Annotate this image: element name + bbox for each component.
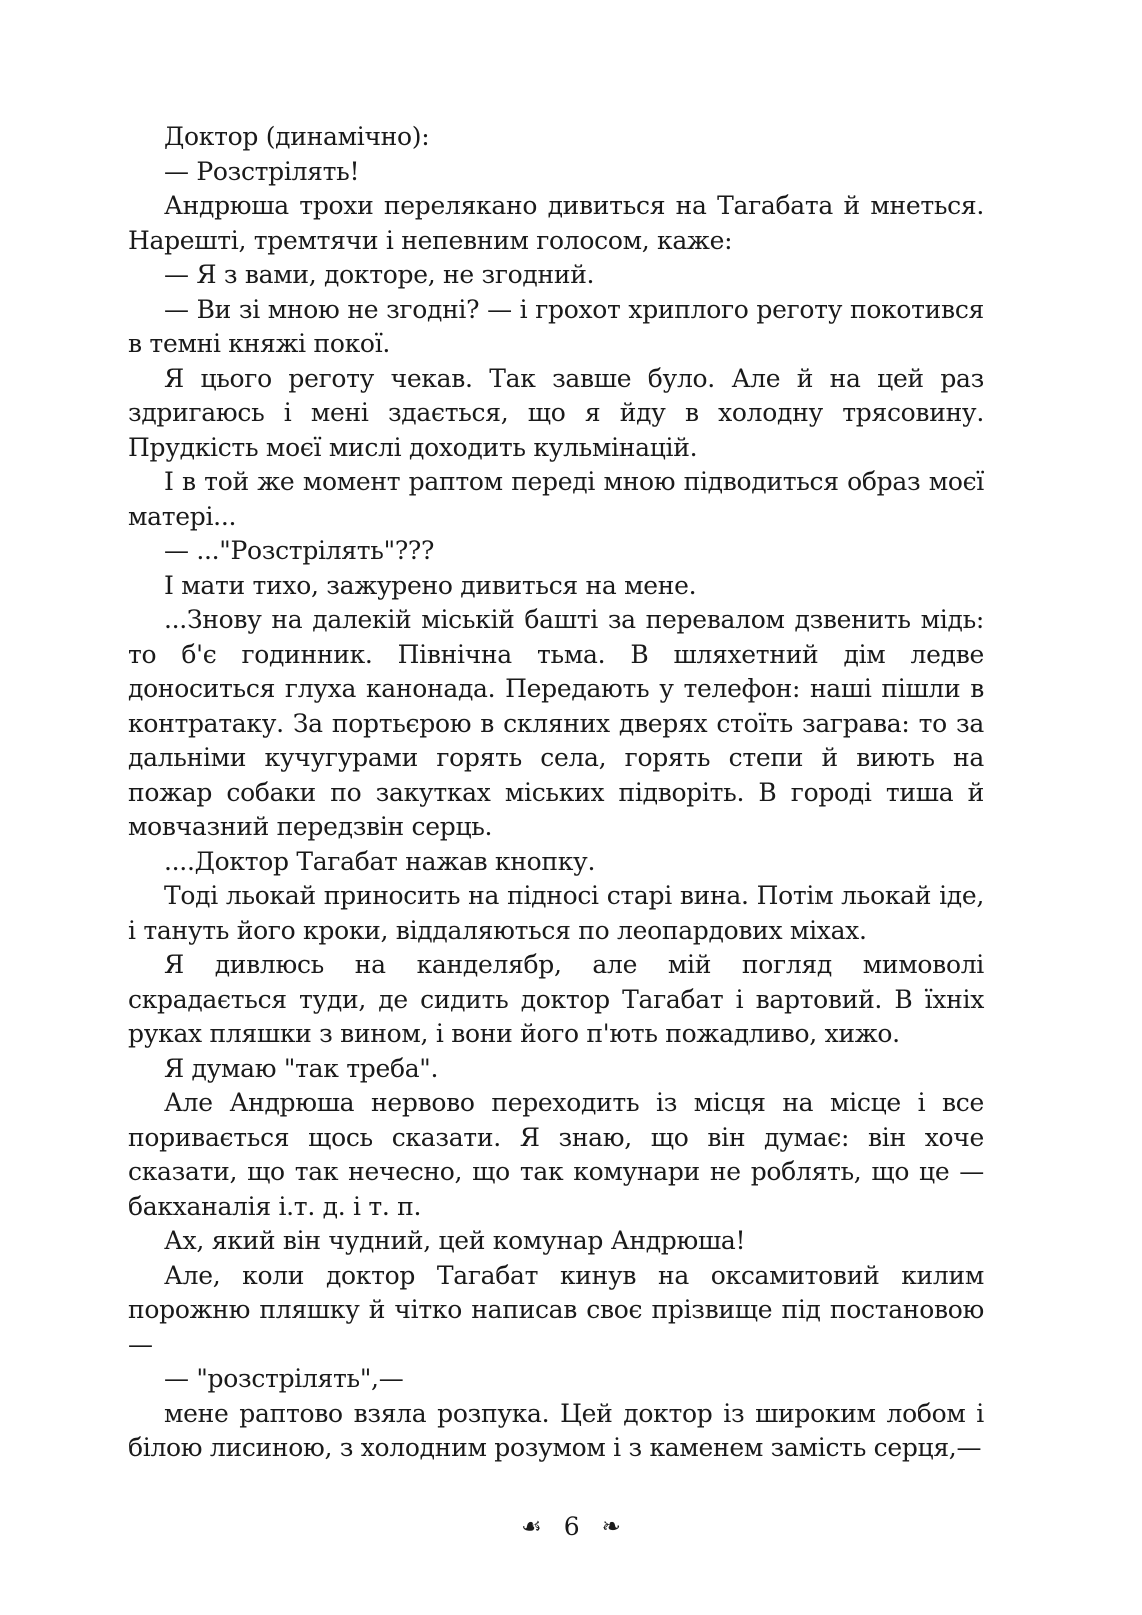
paragraph: — Я з вами, докторе, не згодний. <box>164 260 595 289</box>
page-footer <box>0 1512 1142 1542</box>
paragraph: Але, коли доктор Тагабат кинув на оксамитовий килим порожню пляшку й чітко написав своє прізвище під постановою — <box>128 1260 984 1359</box>
paragraph: — ..."Розстрілять"??? <box>164 536 435 565</box>
paragraph: — Розстрілять! <box>164 156 360 186</box>
paragraph: Доктор (динамічно): <box>164 122 430 151</box>
right-ornament-icon: ❧ <box>601 1514 621 1540</box>
paragraph: ....Доктор Тагабат нажав кнопку. <box>164 846 596 876</box>
paragraph: — "розстрілять",— <box>164 1364 404 1393</box>
paragraph: Я думаю "так треба". <box>164 1053 439 1083</box>
left-ornament-icon: ☙ <box>521 1514 542 1540</box>
paragraph: І в той же момент раптом переді мною підводиться образ моєї матері... <box>128 467 984 531</box>
paragraph: Ах, який він чудний, цей комунар Андрюша! <box>164 1226 746 1255</box>
paragraph: Андрюша трохи перелякано дивиться на Тагабата й мнеться. Нарешті, тремтячи і непевним голосом, каже: <box>128 191 984 255</box>
paragraph: Але Андрюша нервово переходить із місця на місце і все поривається щось сказати. Я знаю, що він думає: він хоче сказати, що так нечесно, що так комунари не роблять, що це — бакханалія і.т. д. і т. п. <box>128 1088 984 1221</box>
paragraph: Тоді льокай приносить на підносі старі вина. Потім льокай іде, і тануть його кроки, віддаляються по леопардових міхах. <box>128 881 984 945</box>
page-text <box>128 120 984 1466</box>
paragraph: Я цього реготу чекав. Так завше було. Але й на цей раз здригаюсь і мені здається, що я йду в холодну трясовину. Прудкість моєї мислі доходить кульмінацій. <box>128 363 984 462</box>
paragraph: І мати тихо, зажурено дивиться на мене. <box>164 570 697 600</box>
paragraph: ...Знову на далекій міській башті за перевалом дзвенить мідь: то б'є годинник. Північна тьма. В шляхетний дім ледве доноситься глуха канонада. Передають у телефон: наші пішли в контратаку. За портьєрою в скляних дверях стоїть заграва: то за дальніми кучугурами горять села, горять степи й виють на пожар собаки по закутках міських підворіть. В городі тиша й мовчазний передзвін серць. <box>128 605 984 841</box>
paragraph: — Ви зі мною не згодні? — і грохот хриплого реготу покотився в темні княжі покої. <box>128 294 984 358</box>
page-number: 6 <box>563 1512 580 1541</box>
paragraph: Я дивлюсь на канделябр, але мій погляд мимоволі скрадається туди, де сидить доктор Тагабат і вартовий. В їхніх руках пляшки з вином, і вони його п'ють пожадливо, хижо. <box>128 950 984 1048</box>
paragraph: мене раптово взяла розпука. Цей доктор із широким лобом і білою лисиною, з холодним розумом і з каменем замість серця,— <box>128 1398 984 1462</box>
